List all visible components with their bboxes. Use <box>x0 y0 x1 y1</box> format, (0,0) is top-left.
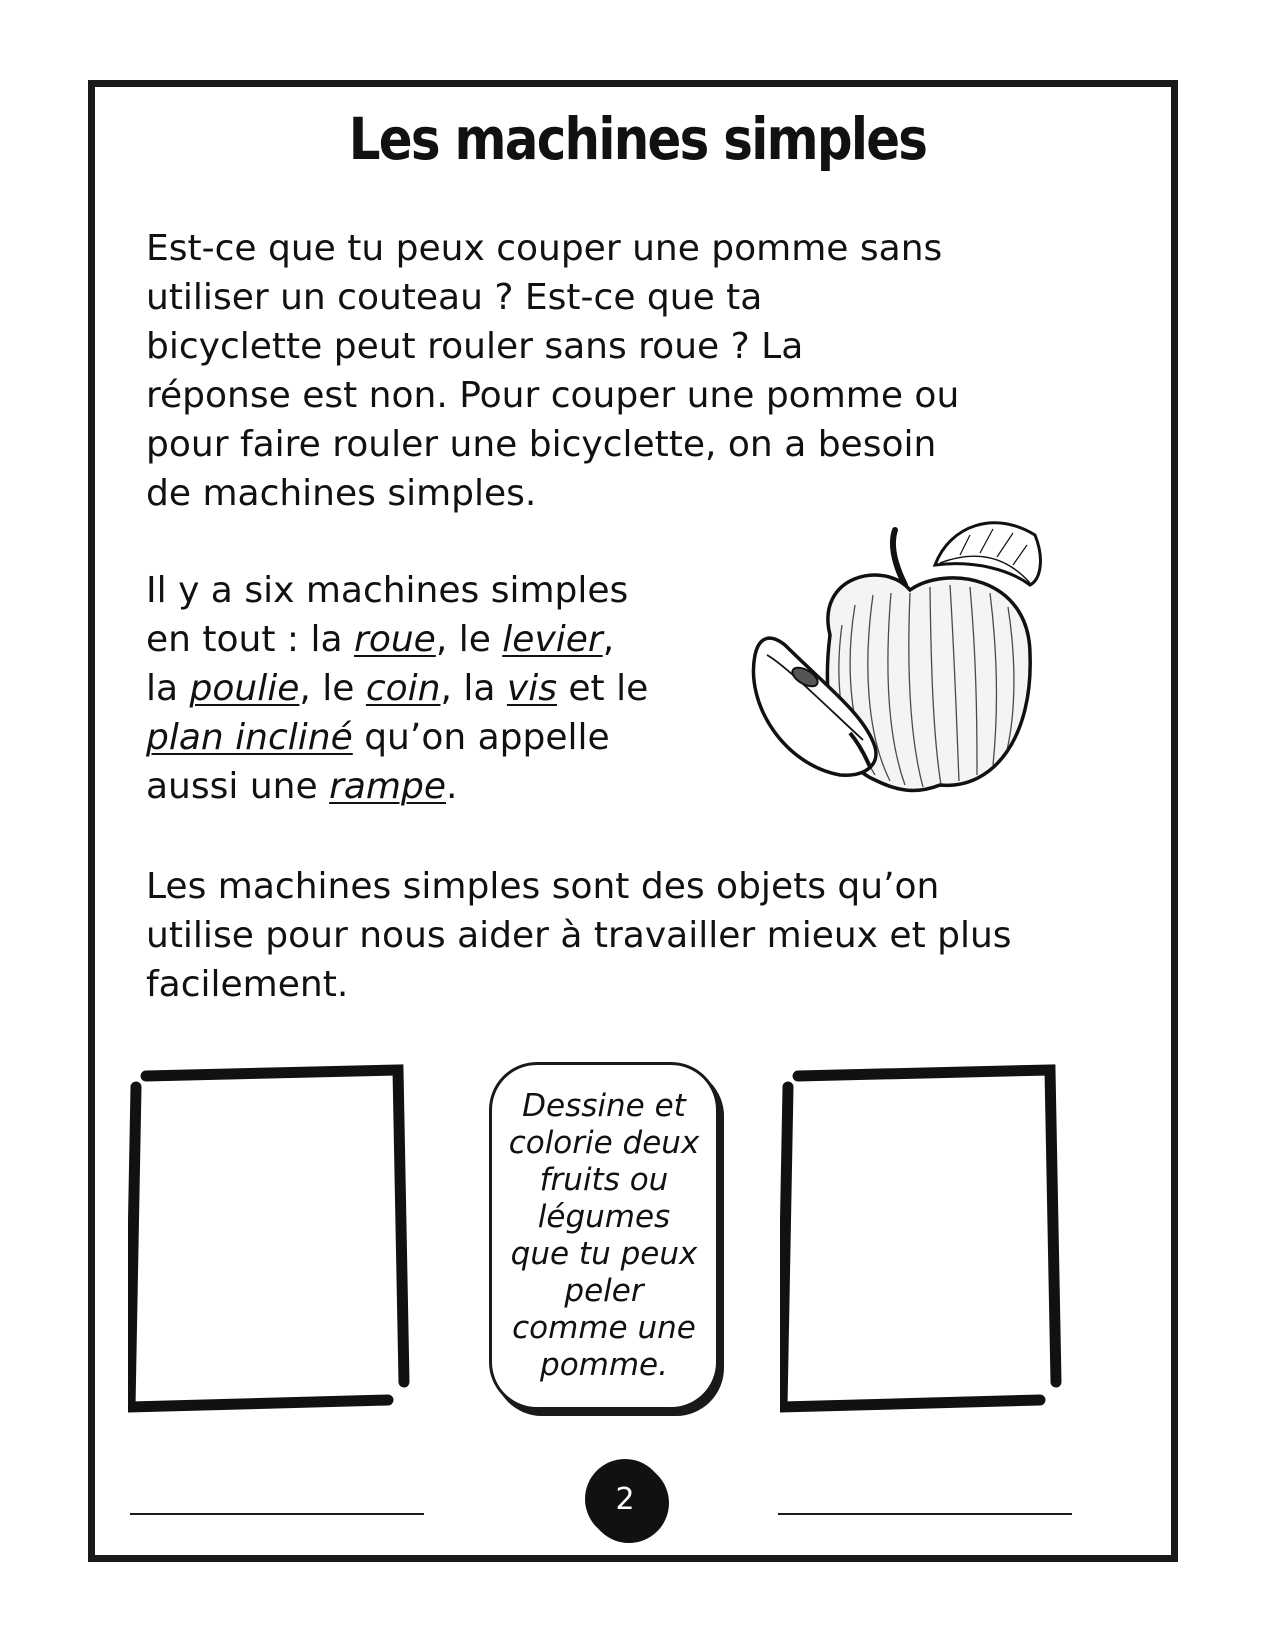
drawing-box-right[interactable] <box>780 1062 1066 1420</box>
apple-illustration-icon <box>745 515 1075 810</box>
list-line-2 <box>146 615 746 664</box>
list-text: qu’on appelle <box>352 717 610 758</box>
intro-line-6: de machines simples. <box>146 473 537 514</box>
definition-paragraph <box>146 862 1146 1009</box>
list-line-4 <box>146 713 746 762</box>
definition-line-1: Les machines simples sont des objets qu’on <box>146 866 940 907</box>
list-text: . <box>446 766 458 807</box>
list-text: , <box>602 619 615 660</box>
list-line-5 <box>146 762 746 811</box>
writing-line-right[interactable] <box>778 1513 1072 1515</box>
list-text: Il y a six machines simples <box>146 570 629 611</box>
term-levier: levier <box>502 619 603 660</box>
list-text: , le <box>299 668 366 709</box>
definition-line-3: facilement. <box>146 964 349 1005</box>
term-plan-incline: plan incliné <box>146 717 353 758</box>
writing-line-left[interactable] <box>130 1513 424 1515</box>
list-text: la <box>146 668 190 709</box>
intro-paragraph <box>146 224 1146 518</box>
intro-line-5: pour faire rouler une bicyclette, on a besoin <box>146 424 937 465</box>
drawing-box-left[interactable] <box>128 1062 414 1420</box>
term-roue: roue <box>354 619 436 660</box>
intro-line-1: Est-ce que tu peux couper une pomme sans <box>146 228 943 269</box>
list-text: aussi une <box>146 766 330 807</box>
page-number: 2 <box>585 1459 665 1539</box>
intro-line-4: réponse est non. Pour couper une pomme ou <box>146 375 960 416</box>
term-vis: vis <box>506 668 557 709</box>
intro-line-3: bicyclette peut rouler sans roue ? La <box>146 326 804 367</box>
list-text: , le <box>435 619 503 660</box>
page-title: Les machines simples <box>348 105 927 173</box>
list-text: , la <box>440 668 507 709</box>
list-line-1 <box>146 566 746 615</box>
definition-line-2: utilise pour nous aider à travailler mieux et plus <box>146 915 1012 956</box>
drawing-instruction: Dessine et colorie deux fruits ou légumes que tu peux peler comme une pomme. <box>489 1062 719 1410</box>
intro-line-2: utiliser un couteau ? Est-ce que ta <box>146 277 763 318</box>
list-text: en tout : la <box>146 619 355 660</box>
term-rampe: rampe <box>329 766 446 807</box>
term-poulie: poulie <box>189 668 300 709</box>
term-coin: coin <box>365 668 441 709</box>
list-line-3 <box>146 664 746 713</box>
machines-list-paragraph <box>146 566 746 811</box>
list-text: et le <box>556 668 649 709</box>
